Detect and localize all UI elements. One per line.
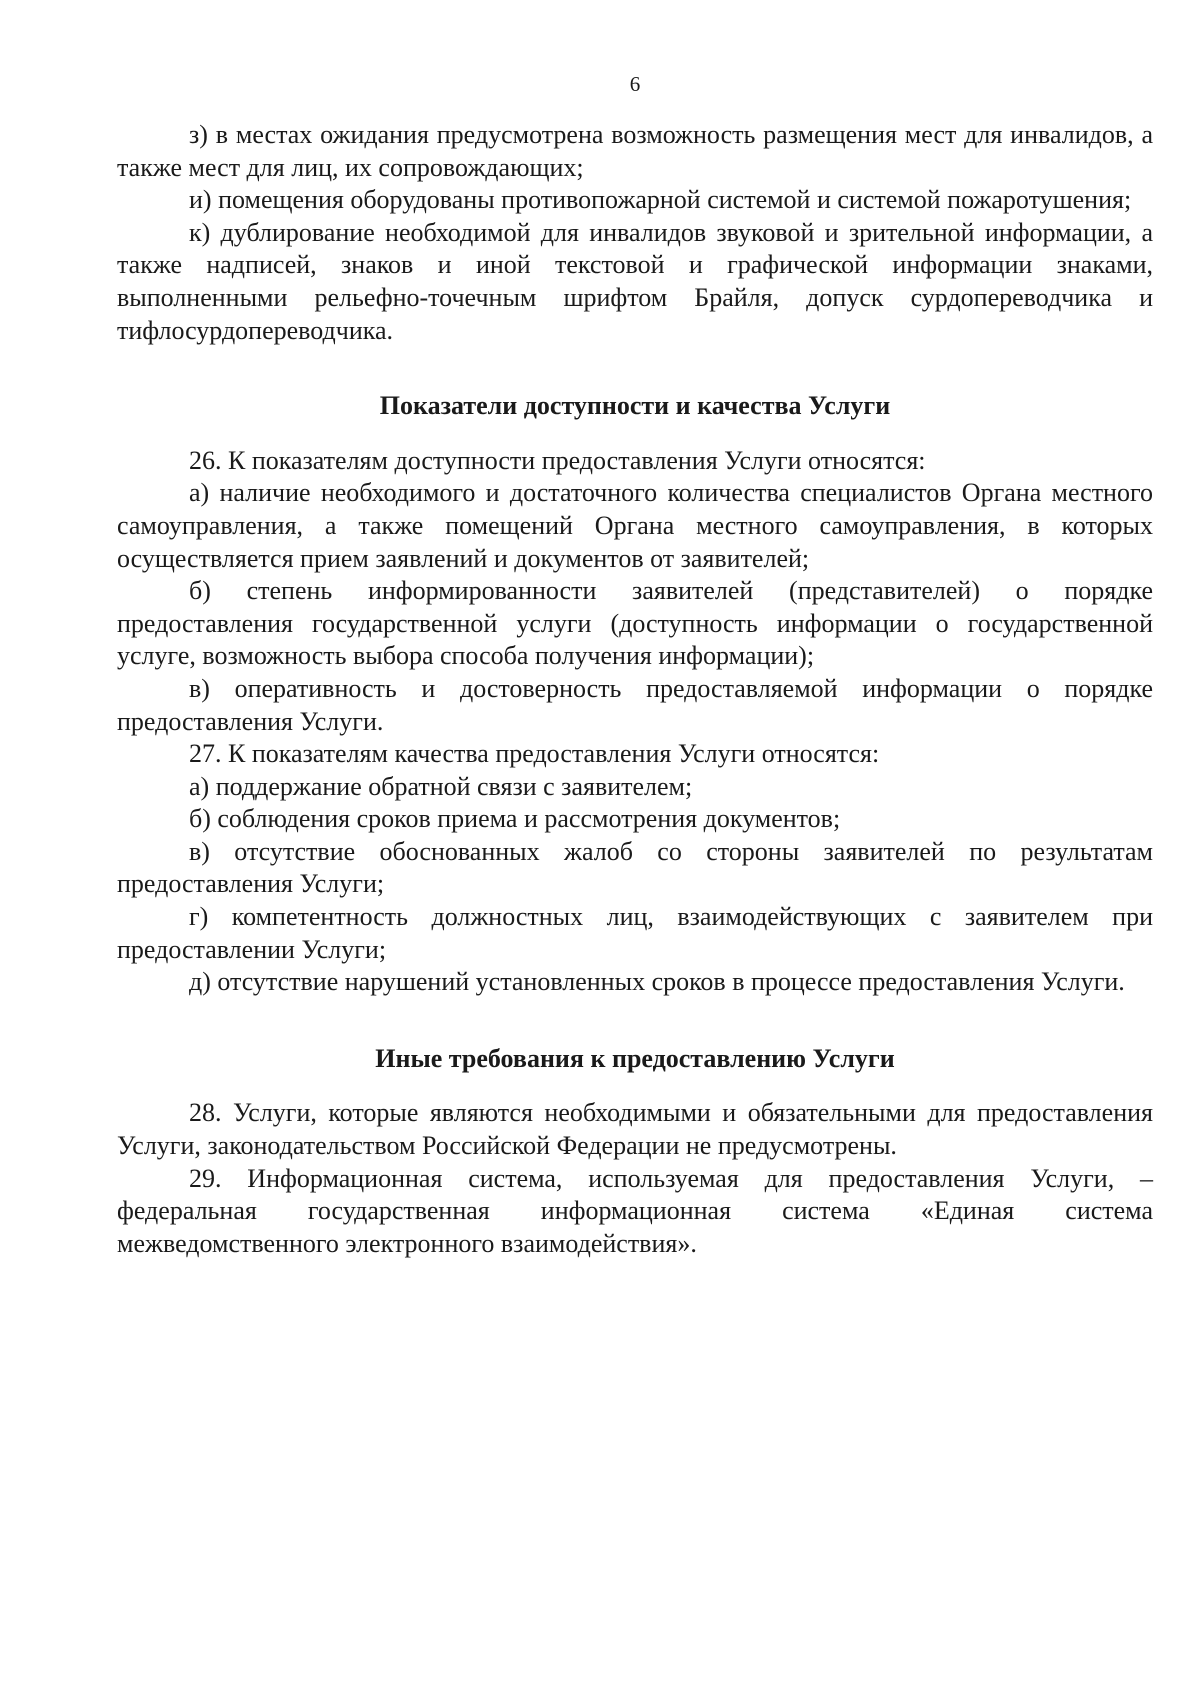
paragraph-26: 26. К показателям доступности предоставления Услуги относятся: [189,445,926,475]
paragraph-27-v: в) отсутствие обоснованных жалоб со стороны заявителей по результатам предоставления Услуги; [117,836,1153,899]
paragraph-27-g: г) компетентность должностных лиц, взаимодействующих с заявителем при предоставлении Услуги; [117,902,1153,964]
section-heading: Иные требования к предоставлению Услуги [375,1043,895,1073]
paragraph-27-b: б) соблюдения сроков приема и рассмотрения документов; [189,804,841,834]
paragraph-26-a: а) наличие необходимого и достаточного количества специалистов Органа местного самоуправления, а также помещений Органа местного самоуправления, в которых осуществляется прием заявлений и документов от заявителей; [117,478,1153,573]
section-other-requirements [117,1043,1153,1261]
paragraph-29: 29. Информационная система, используемая для предоставления Услуги, – федеральная государственная информационная система «Единая система межведомственного электронного взаимодействия». [117,1163,1153,1258]
section-accessibility-quality [117,390,1153,999]
paragraph-27-d: д) отсутствие нарушений установленных сроков в процессе предоставления Услуги. [189,967,1125,997]
page-number: 6 [629,72,641,96]
paragraph-item-z: з) в местах ожидания предусмотрена возможность размещения мест для инвалидов, а также мест для лиц, их сопровождающих; [117,120,1153,182]
paragraph-28: 28. Услуги, которые являются необходимыми и обязательными для предоставления Услуги, законодательством Российской Федерации не предусмотрены. [117,1098,1153,1161]
paragraph-27: 27. К показателям качества предоставления Услуги относятся: [189,739,880,769]
paragraph-26-v: в) оперативность и достоверность предоставляемой информации о порядке предоставления Услуги. [117,673,1153,736]
document-page [117,0,1153,1697]
paragraph-item-k: к) дублирование необходимой для инвалидов звуковой и зрительной информации, а также надписей, знаков и иной текстовой и графической информации знаками, выполненными рельефно-точечным шрифтом Брайля, допуск сурдопереводчика и тифлосурдопереводчика. [117,217,1153,345]
paragraph-item-i: и) помещения оборудованы противопожарной системой и системой пожаротушения; [189,185,1132,215]
section-heading: Показатели доступности и качества Услуги [379,391,891,421]
section-accessibility-conditions [117,119,1153,347]
paragraph-26-b: б) степень информированности заявителей (представителей) о порядке предоставления государственной услуги (доступность информации о государственной услуге, возможность выбора способа получения информации); [117,576,1153,671]
document-body [117,119,1153,1260]
paragraph-27-a: а) поддержание обратной связи с заявителем; [189,771,693,801]
